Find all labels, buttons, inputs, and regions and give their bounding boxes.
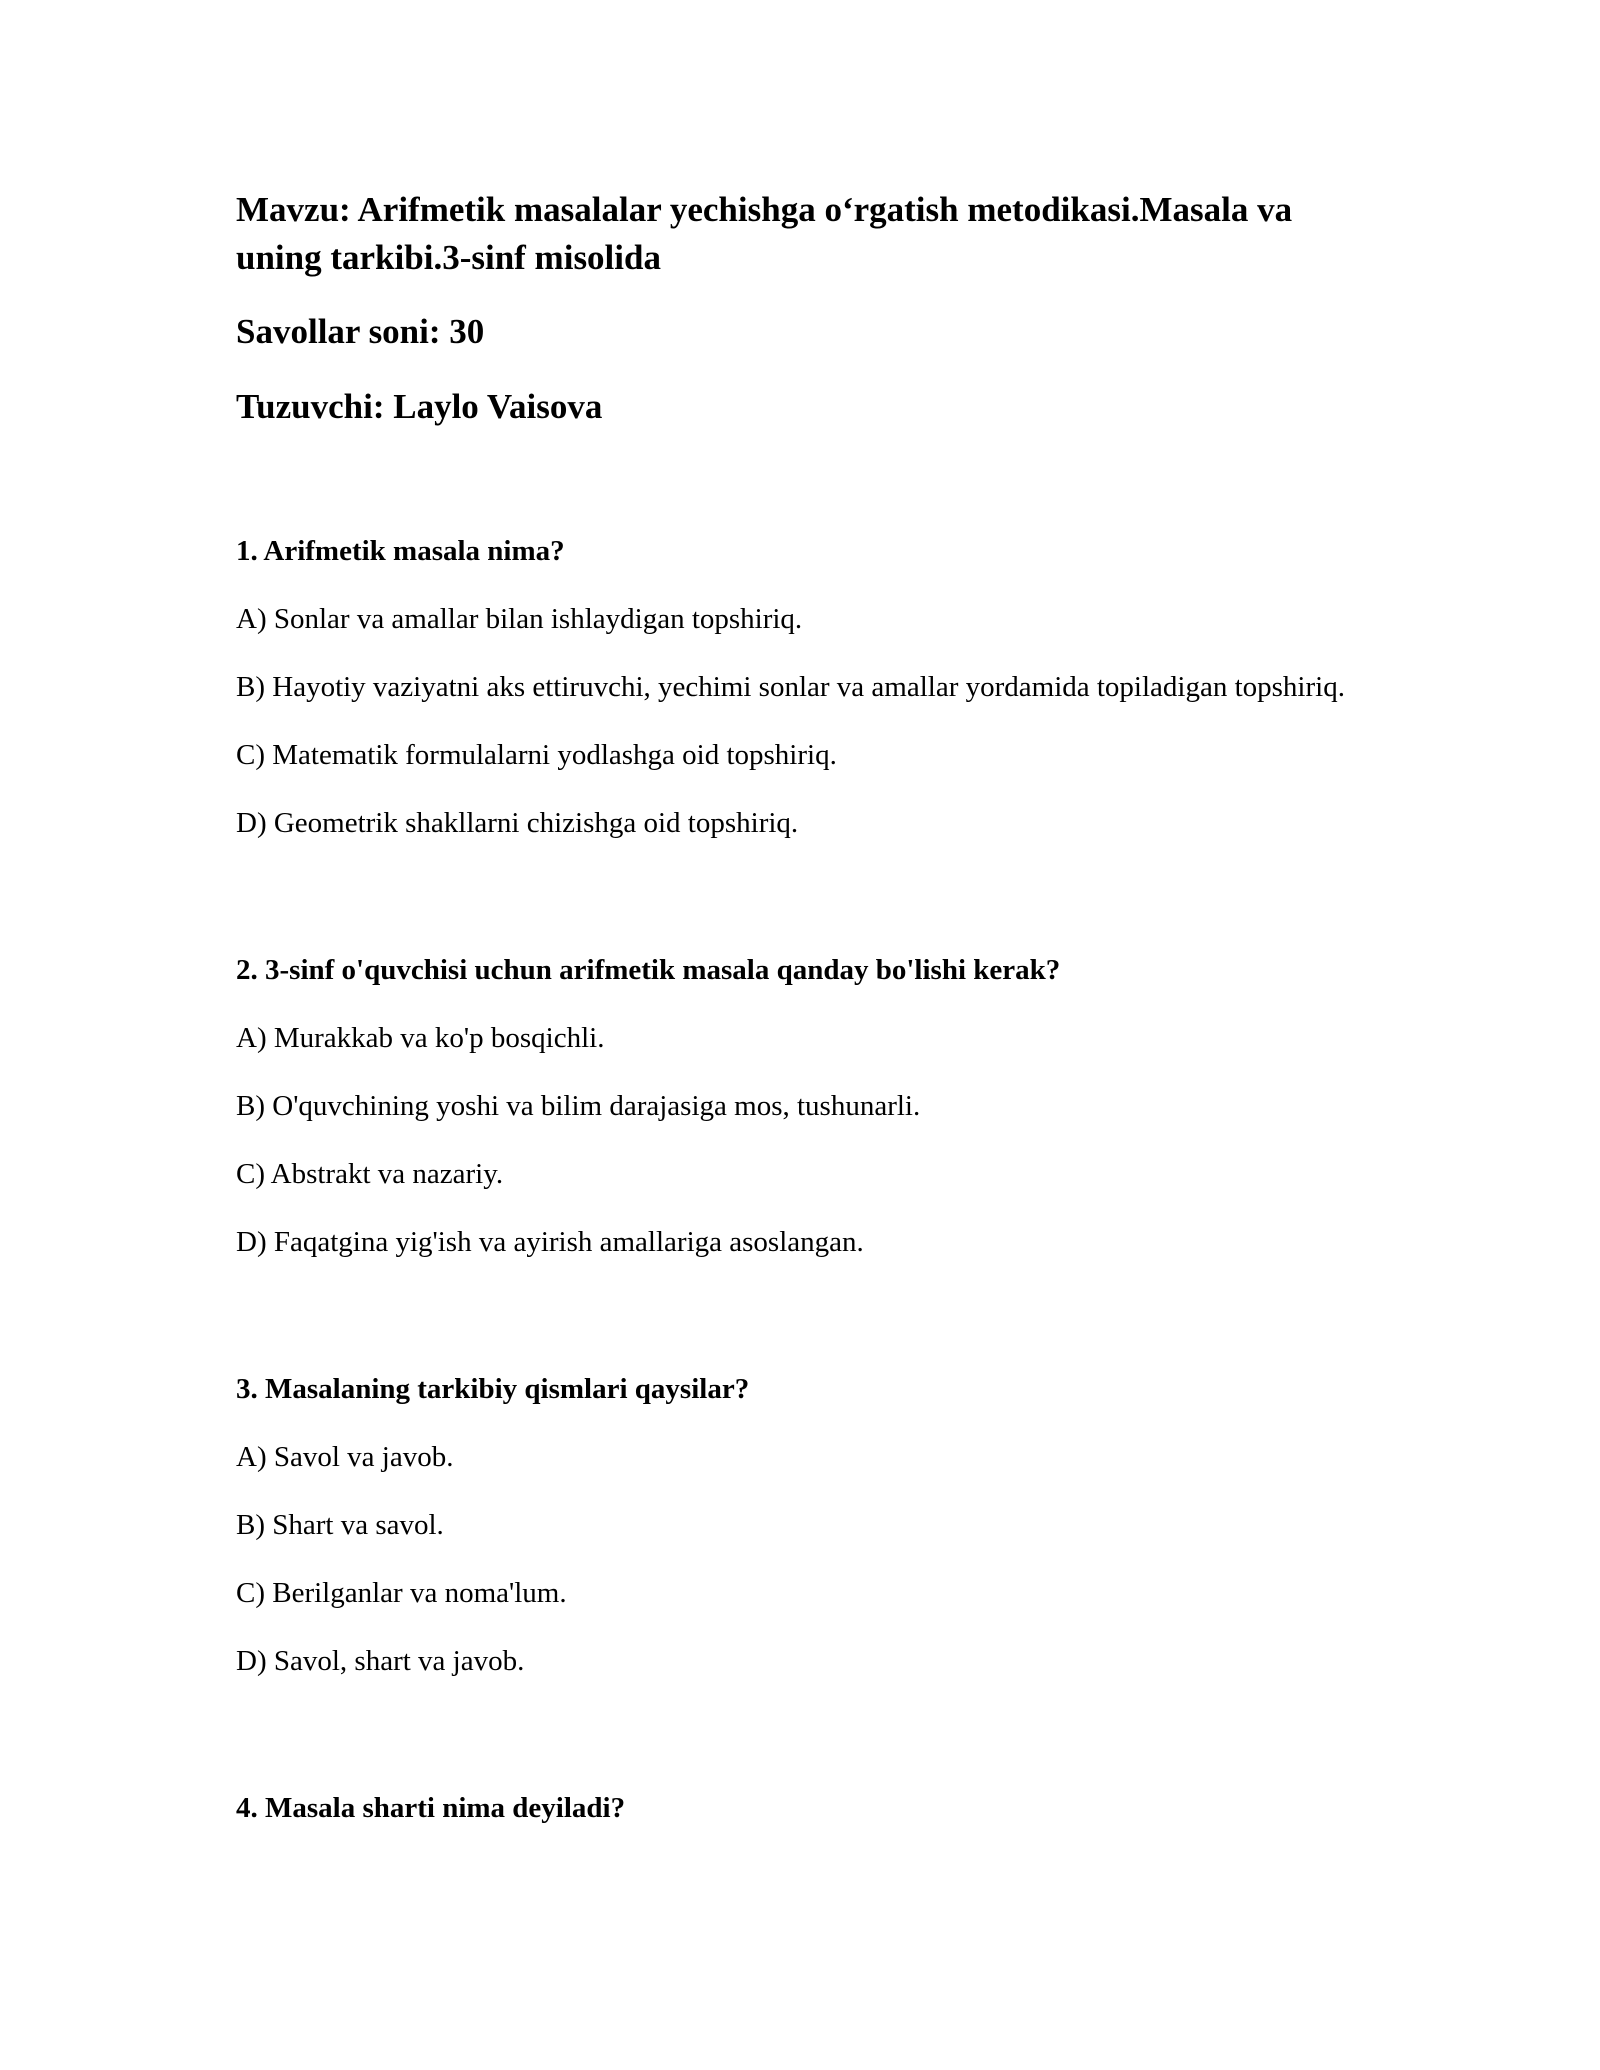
question-text: 1. Arifmetik masala nima? bbox=[236, 535, 565, 567]
answer-option-c: C) Berilganlar va noma'lum. bbox=[236, 1577, 567, 1609]
question-count: Savollar soni: 30 bbox=[236, 312, 485, 351]
question-block bbox=[236, 950, 1376, 1262]
answer-option-a: A) Sonlar va amallar bilan ishlaydigan topshiriq. bbox=[236, 603, 803, 635]
question-text: 2. 3-sinf o'quvchisi uchun arifmetik masala qanday bo'lishi kerak? bbox=[236, 954, 1061, 986]
answer-option-d: D) Faqatgina yig'ish va ayirish amallariga asoslangan. bbox=[236, 1226, 864, 1258]
answer-option-b: B) Hayotiy vaziyatni aks ettiruvchi, yechimi sonlar va amallar yordamida topiladigan topshiriq. bbox=[236, 671, 1345, 703]
answer-option-c: C) Matematik formulalarni yodlashga oid topshiriq. bbox=[236, 739, 837, 771]
answer-option-d: D) Savol, shart va javob. bbox=[236, 1645, 525, 1677]
question-text: 4. Masala sharti nima deyiladi? bbox=[236, 1792, 626, 1824]
answer-option-b: B) Shart va savol. bbox=[236, 1509, 444, 1541]
author: Tuzuvchi: Laylo Vaisova bbox=[236, 387, 603, 426]
answer-option-a: A) Murakkab va ko'p bosqichli. bbox=[236, 1022, 605, 1054]
document-title: Mavzu: Arifmetik masalalar yechishga o‘rgatish metodikasi.Masala va uning tarkibi.3-sinf misolida bbox=[236, 190, 1293, 277]
question-block bbox=[236, 1369, 1376, 1681]
answer-option-c: C) Abstrakt va nazariy. bbox=[236, 1158, 504, 1190]
question-block bbox=[236, 531, 1376, 843]
answer-option-a: A) Savol va javob. bbox=[236, 1441, 454, 1473]
question-text: 3. Masalaning tarkibiy qismlari qaysilar? bbox=[236, 1373, 750, 1405]
question-block bbox=[236, 1788, 1376, 1828]
document-page bbox=[236, 186, 1376, 1828]
answer-option-d: D) Geometrik shakllarni chizishga oid topshiriq. bbox=[236, 807, 799, 839]
answer-option-b: B) O'quvchining yoshi va bilim darajasiga mos, tushunarli. bbox=[236, 1090, 921, 1122]
